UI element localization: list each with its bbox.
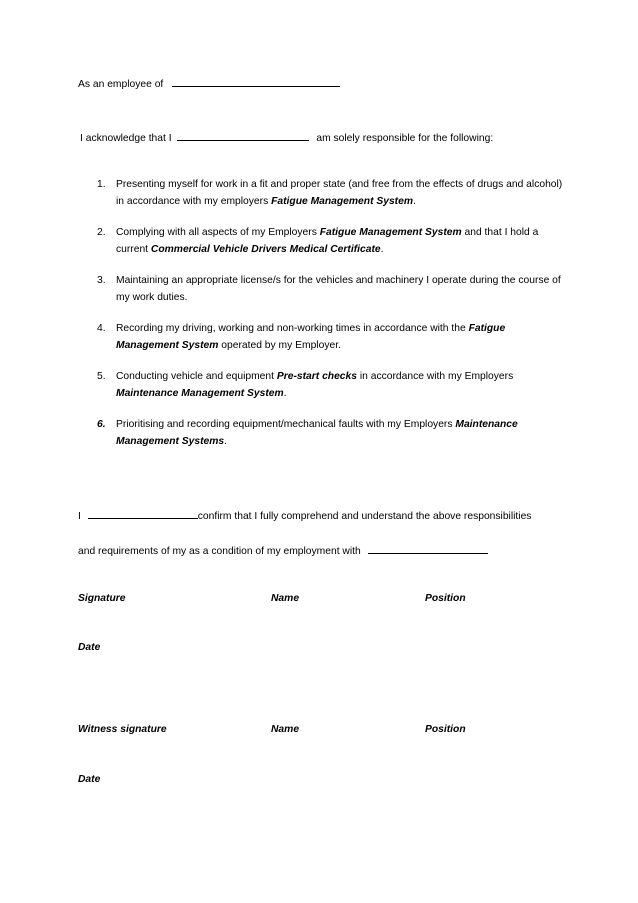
- list-item-text: Recording my driving, working and non-working times in accordance with the: [116, 323, 469, 334]
- employee-of-label: As an employee of: [78, 79, 164, 90]
- list-item-text: Presenting myself for work in a fit and proper state (and free from the effects of drugs and alcohol) in accordance with my employers: [116, 179, 563, 207]
- list-item: [97, 224, 567, 258]
- list-item-text: Maintaining an appropriate license/s for the vehicles and machinery I operate during the course of my work duties.: [116, 275, 561, 303]
- list-item: [97, 176, 567, 210]
- list-item-text: Conducting vehicle and equipment: [116, 371, 277, 382]
- list-item: [97, 272, 567, 306]
- list-item-text: .: [380, 244, 384, 255]
- list-item: [97, 368, 567, 402]
- list-item-text: Prioritising and recording equipment/mechanical faults with my Employers: [116, 419, 456, 430]
- signature-label: Signature: [78, 593, 126, 604]
- list-item-number: 4.: [97, 323, 106, 334]
- witness-position-label: Position: [425, 724, 466, 735]
- list-item-text: .: [283, 388, 287, 399]
- list-item-emphasis: Commercial Vehicle Drivers Medical Certificate: [150, 244, 381, 255]
- requirements-text: and requirements of my as a condition of my employment with: [78, 546, 361, 557]
- witness-date-label: Date: [78, 774, 101, 785]
- date-label: Date: [78, 642, 101, 653]
- employee-of-line: [78, 77, 340, 90]
- employment-with-blank[interactable]: [368, 544, 488, 554]
- list-item-text: operated by my Employer.: [218, 340, 341, 351]
- requirements-line: [78, 544, 488, 557]
- name-label: Name: [271, 593, 300, 604]
- list-item: [97, 320, 567, 354]
- confirm-name-blank[interactable]: [88, 509, 198, 519]
- employer-name-blank[interactable]: [172, 77, 340, 87]
- list-item-emphasis: Maintenance Management Systems: [116, 419, 518, 447]
- witness-signature-label: Witness signature: [78, 724, 167, 735]
- list-item-emphasis: Fatigue Management System: [116, 323, 506, 351]
- confirm-pre-text: I: [78, 511, 81, 522]
- acknowledge-line: [80, 131, 493, 144]
- witness-name-label: Name: [271, 724, 300, 735]
- confirm-post-text: confirm that I fully comprehend and understand the above responsibilities: [197, 511, 532, 522]
- position-label: Position: [425, 593, 466, 604]
- acknowledge-post-text: am solely responsible for the following:: [316, 133, 494, 144]
- list-item-number: 1.: [97, 179, 106, 190]
- list-item-text: .: [224, 436, 228, 447]
- list-item-emphasis: Fatigue Management System: [319, 227, 462, 238]
- list-item-text: Complying with all aspects of my Employers: [116, 227, 320, 238]
- list-item-number: 6.: [97, 419, 106, 430]
- confirm-line: [78, 509, 531, 522]
- list-item-emphasis: Pre-start checks: [276, 371, 357, 382]
- list-item-number: 3.: [97, 275, 106, 286]
- list-item-text: in accordance with my Employers: [357, 371, 514, 382]
- list-item-text: and that I hold a current: [116, 227, 539, 255]
- list-item-number: 5.: [97, 371, 106, 382]
- list-item: [97, 416, 567, 450]
- acknowledge-pre-text: I acknowledge that I: [80, 133, 172, 144]
- list-item-number: 2.: [97, 227, 106, 238]
- responsibilities-list: [97, 176, 567, 464]
- list-item-emphasis: Maintenance Management System: [116, 388, 284, 399]
- employee-name-blank[interactable]: [177, 131, 309, 141]
- list-item-text: .: [413, 196, 416, 207]
- list-item-emphasis: Fatigue Management System: [271, 196, 413, 207]
